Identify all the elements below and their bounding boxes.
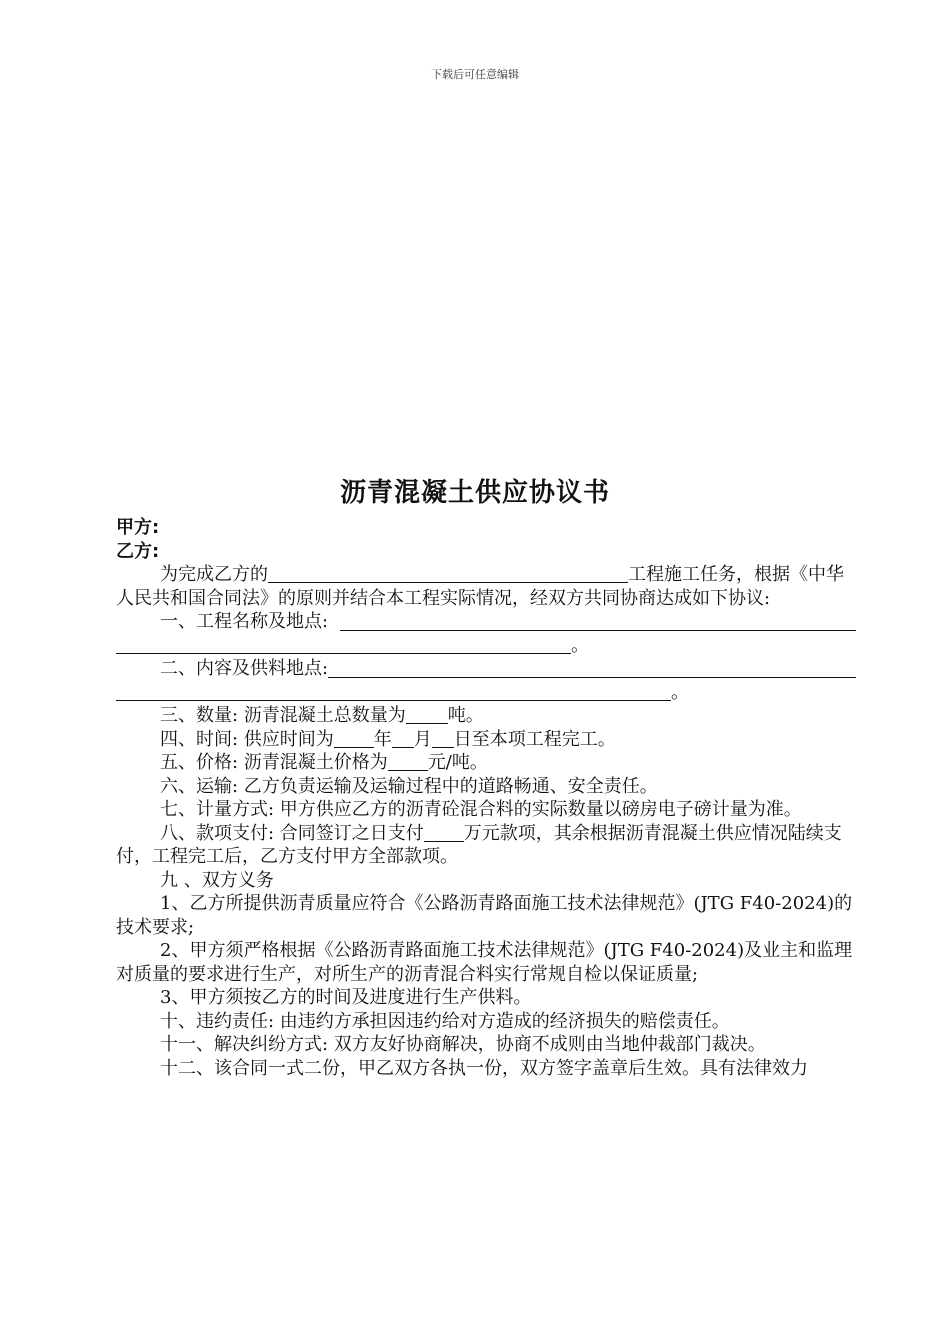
price-blank [388,752,428,771]
item4-text: 四、时间: 供应时间为 [160,728,334,750]
document-body [116,516,856,1080]
item3 [116,704,856,728]
item1-blank [340,612,856,631]
quantity-blank [406,705,448,724]
item1-cont [116,634,856,658]
item5-unit: 元/吨。 [427,752,488,773]
item4 [116,728,856,752]
item5 [116,751,856,775]
item2-blank-2 [116,682,671,701]
party-b-label: 乙方: [116,540,160,562]
item6: 六、运输: 乙方负责运输及运输过程中的道路畅通、安全责任。 [160,775,658,797]
item2-blank [328,659,856,678]
item4-month: 月 [413,728,432,750]
item2-label: 二、内容及供料地点: [160,658,329,679]
item10: 十、违约责任: 由违约方承担因违约给对方造成的经济损失的赔偿责任。 [160,1010,730,1032]
year-blank [334,729,374,748]
item9: 九 、双方义务 [160,869,274,891]
item3-unit: 吨。 [447,705,484,726]
item1-blank-2 [116,635,571,654]
payment-blank [424,823,464,842]
header-note: 下载后可任意编辑 [431,68,519,81]
project-name-blank [268,564,628,583]
document-title: 沥青混凝土供应协议书 [339,478,610,508]
item5-text: 五、价格: 沥青混凝土价格为 [160,752,388,773]
intro-post: 工程施工任务，根据 [628,564,790,585]
item2-period: 。 [671,681,689,703]
item4-day: 日至本项工程完工。 [453,728,616,750]
item1-period: 。 [571,634,589,656]
item8-rest: 万元款项，其余根据沥青混凝土供应情况陆续支付，工程完工后，乙方支付甲方全部款项。 [116,822,842,867]
item9-2: 2、甲方须严格根据《公路沥青路面施工技术法律规范》(JTG F40-2024)及业主和监理对质量的要求进行生产，对所生产的沥青混合料实行常规自检以保证质量; [116,940,853,985]
item11: 十一、解决纠纷方式: 双方友好协商解决，协商不成则由当地仲裁部门裁决。 [160,1034,766,1055]
intro-pre: 为完成乙方的 [160,564,268,585]
item8 [116,822,856,869]
item3-text: 三、数量: 沥青混凝土总数量为 [160,705,406,726]
month-blank [392,729,414,748]
item1-label: 一、工程名称及地点: [160,611,329,632]
item1-line [116,610,856,634]
item9-1: 1、乙方所提供沥青质量应符合《公路沥青路面施工技术法律规范》(JTG F40-2024)的技术要求; [116,893,853,938]
item2-cont [116,681,856,705]
item8-text: 八、款项支付: 合同签订之日支付 [160,822,424,844]
party-a-label: 甲方: [116,517,160,538]
day-blank [432,729,454,748]
item9-3: 3、甲方须按乙方的时间及进度进行生产供料。 [160,987,532,1008]
intro-paragraph [116,563,856,610]
item2-line [116,657,856,681]
item12: 十二、该合同一式二份，甲乙双方各执一份，双方签字盖章后生效。具有法律效力 [160,1057,808,1079]
item4-year: 年 [373,728,392,750]
intro-cont: 《中华人民共和国合同法》的原则并结合本工程实际情况，经双方共同协商达成如下协议: [116,564,844,609]
item7: 七、计量方式: 甲方供应乙方的沥青砼混合料的实际数量以磅房电子磅计量为准。 [160,799,802,820]
